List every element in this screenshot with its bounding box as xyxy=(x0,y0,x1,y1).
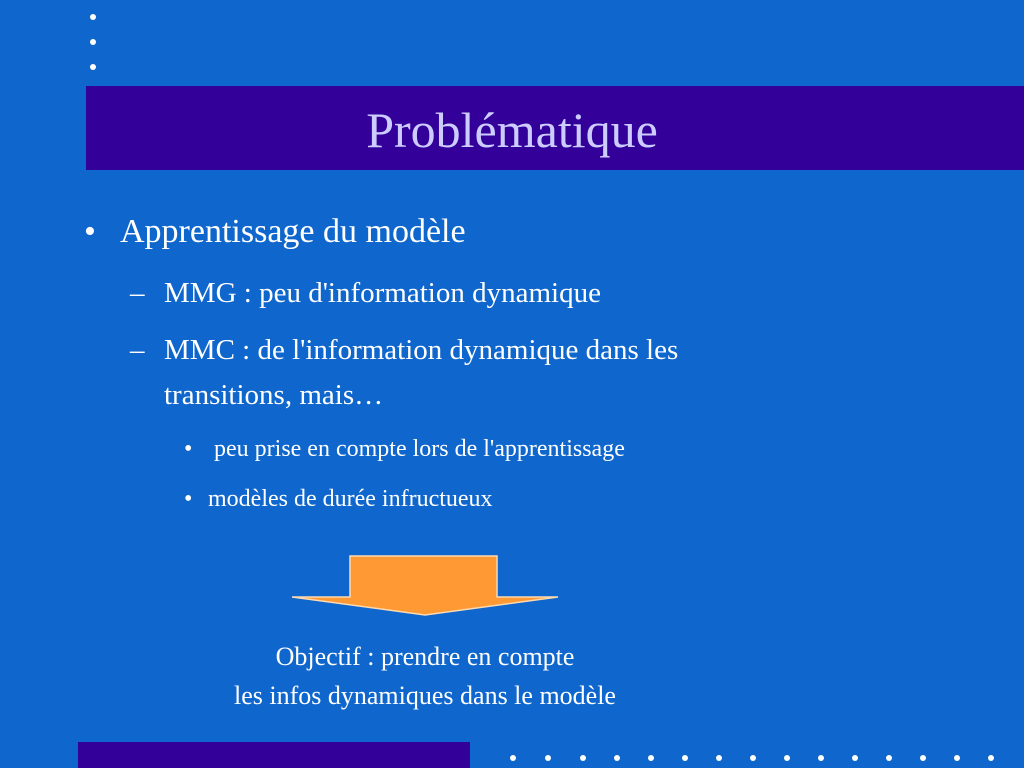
decor-dot-bottom xyxy=(852,755,858,761)
objective-line2: les infos dynamiques dans le modèle xyxy=(234,681,616,710)
bullet-level2-mmc-line2: transitions, mais… xyxy=(164,379,384,411)
dash-marker: – xyxy=(130,334,145,366)
bullet-level3-apprentissage: peu prise en compte lors de l'apprentissage xyxy=(208,436,625,462)
bullet-level1 xyxy=(84,212,96,252)
decor-dot-top-3 xyxy=(90,64,96,70)
bullet-marker: • xyxy=(84,213,96,250)
bullet-level2-mmc-line1: MMC : de l'information dynamique dans les xyxy=(164,334,679,366)
decor-dot-bottom xyxy=(614,755,620,761)
decor-dot-bottom xyxy=(750,755,756,761)
slide-title: Problématique xyxy=(366,102,658,158)
decor-dot-bottom xyxy=(886,755,892,761)
decor-dot-bottom xyxy=(818,755,824,761)
decor-dot-bottom xyxy=(580,755,586,761)
decor-dot-bottom xyxy=(784,755,790,761)
objective-line1: Objectif : prendre en compte xyxy=(275,642,575,671)
decor-dot-bottom xyxy=(510,755,516,761)
decor-dot-bottom xyxy=(954,755,960,761)
decor-dot-bottom xyxy=(682,755,688,761)
bullet-level3-duree: modèles de durée infructueux xyxy=(208,486,493,512)
bottom-band xyxy=(78,742,470,768)
bullet-level1-text: Apprentissage du modèle xyxy=(120,213,466,250)
dash-marker: – xyxy=(130,277,145,309)
decor-dot-bottom xyxy=(648,755,654,761)
decor-dot-top-2 xyxy=(90,39,96,45)
bullet-marker: • xyxy=(184,486,193,512)
decor-dot-bottom xyxy=(920,755,926,761)
decor-dot-top-1 xyxy=(90,14,96,20)
decor-dot-bottom xyxy=(545,755,551,761)
down-arrow-icon xyxy=(290,555,560,617)
decor-dot-bottom xyxy=(716,755,722,761)
bullet-marker: • xyxy=(184,436,193,462)
decor-dot-bottom xyxy=(988,755,994,761)
bullet-level2-mmg: MMG : peu d'information dynamique xyxy=(164,277,601,309)
